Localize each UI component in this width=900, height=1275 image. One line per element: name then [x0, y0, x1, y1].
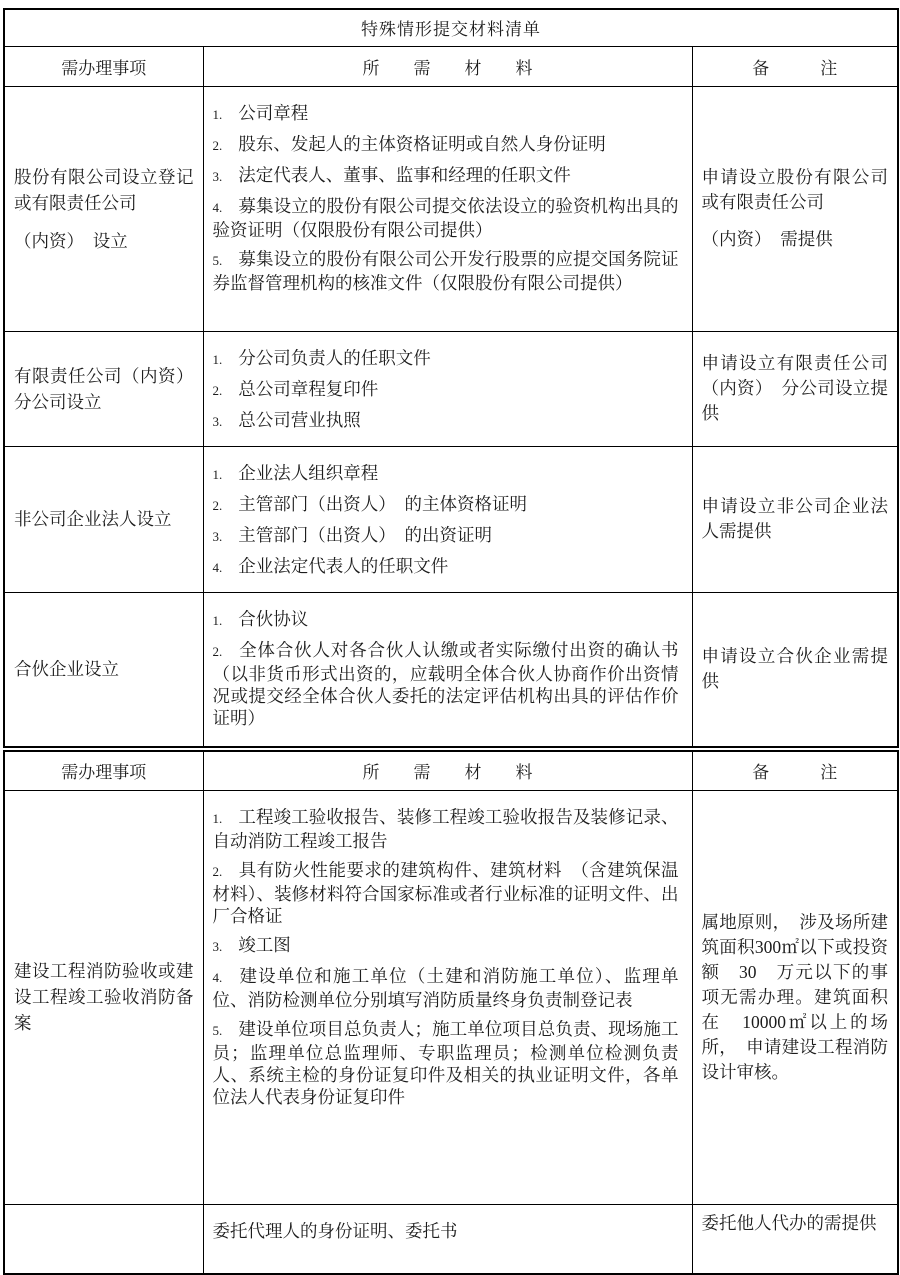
material-item	[213, 102, 679, 126]
column-header-remark: 备 注	[692, 46, 898, 86]
material-item	[213, 639, 679, 729]
material-text: 具有防火性能要求的建筑构件、建筑材料 （含建筑保温材料）、装修材料符合国家标准或者行业标准的证明文件、出厂合格证	[212, 859, 679, 926]
column-header-materials: 所 需 材 料	[203, 751, 692, 790]
remark-cell	[692, 790, 898, 1204]
text-line: 委托他人代办的需提供	[701, 1212, 877, 1233]
table-row	[4, 592, 898, 747]
material-text: 竣工图	[238, 934, 291, 955]
table-row	[4, 1204, 898, 1274]
material-item	[213, 493, 679, 517]
material-text: 建设单位和施工单位（土建和消防施工单位）、监理单位、消防检测单位分别填写消防质量终身负责制登记表	[212, 965, 679, 1010]
material-text: 募集设立的股份有限公司提交依法设立的验资机构出具的验资证明（仅限股份有限公司提供）	[212, 195, 679, 240]
column-header-item: 需办理事项	[4, 751, 203, 790]
text-line: 申请设立股份有限公司或有限责任公司	[701, 167, 889, 212]
material-text: 总公司章程复印件	[238, 378, 379, 399]
material-number: 4.	[212, 559, 223, 575]
materials-cell	[203, 446, 692, 592]
material-number: 3.	[212, 168, 223, 184]
material-item	[213, 1220, 679, 1242]
materials-cell	[203, 790, 692, 1204]
material-text: 法定代表人、董事、监事和经理的任职文件	[238, 164, 571, 185]
text-line: 合伙企业设立	[14, 659, 119, 680]
material-item	[213, 524, 679, 548]
material-item	[213, 965, 679, 1011]
remark-cell	[692, 1204, 898, 1274]
material-text: 委托代理人的身份证明、委托书	[212, 1220, 458, 1241]
material-number: 3.	[212, 413, 223, 429]
text-line: 建设工程消防验收或建设工程竣工验收消防备案	[14, 961, 194, 1033]
text-line: 股份有限公司设立登记或有限责任公司	[14, 166, 194, 213]
material-number: 1.	[212, 612, 223, 628]
material-number: 1.	[212, 351, 223, 367]
material-number: 1.	[212, 106, 223, 122]
material-item	[213, 462, 679, 486]
material-number: 5.	[212, 1022, 223, 1038]
remark-cell	[692, 592, 898, 747]
material-number: 3.	[212, 938, 223, 954]
item-cell	[4, 331, 203, 446]
material-item	[213, 608, 679, 632]
material-number: 2.	[212, 137, 223, 153]
table-row	[4, 790, 898, 1204]
text-line: 有限责任公司（内资）分公司设立	[14, 365, 194, 412]
item-cell	[4, 1204, 203, 1274]
materials-checklist-document	[3, 8, 897, 1275]
header-row	[4, 46, 898, 86]
material-text: 企业法人组织章程	[238, 462, 379, 483]
material-text: 总公司营业执照	[238, 409, 361, 430]
material-number: 2.	[212, 643, 223, 659]
material-number: 5.	[212, 252, 223, 268]
material-text: 分公司负责人的任职文件	[238, 347, 431, 368]
material-item	[213, 934, 679, 958]
remark-cell	[692, 331, 898, 446]
material-number: 3.	[212, 528, 223, 544]
material-text: 企业法定代表人的任职文件	[238, 555, 449, 576]
item-cell	[4, 446, 203, 592]
material-item	[213, 248, 679, 294]
text-line: 非公司企业法人设立	[14, 509, 172, 529]
material-text: 工程竣工验收报告、装修工程竣工验收报告及装修记录、自动消防工程竣工报告	[212, 806, 679, 851]
material-text: 股东、发起人的主体资格证明或自然人身份证明	[238, 133, 606, 154]
material-number: 1.	[212, 466, 223, 482]
material-item	[213, 409, 679, 433]
table-row	[4, 86, 898, 331]
materials-cell	[203, 331, 692, 446]
item-cell	[4, 86, 203, 331]
material-item	[213, 1018, 679, 1108]
column-header-remark: 备 注	[692, 751, 898, 790]
title-row	[4, 9, 898, 46]
item-cell	[4, 790, 203, 1204]
material-text: 全体合伙人对各合伙人认缴或者实际缴付出资的确认书（以非货币形式出资的，应载明全体合伙人协商作价出资情况或提交经全体合伙人委托的法定评估机构出具的评估作价证明）	[212, 639, 679, 728]
column-header-item: 需办理事项	[4, 46, 203, 86]
material-item	[213, 347, 679, 371]
remark-cell	[692, 446, 898, 592]
material-item	[213, 195, 679, 241]
material-number: 4.	[212, 199, 223, 215]
header-row	[4, 751, 898, 790]
materials-cell	[203, 1204, 692, 1274]
material-text: 公司章程	[238, 102, 309, 123]
text-line: 申请设立非公司企业法人需提供	[701, 496, 889, 541]
table-row	[4, 446, 898, 592]
material-item	[213, 164, 679, 188]
materials-cell	[203, 592, 692, 747]
material-text: 合伙协议	[238, 608, 309, 629]
materials-cell	[203, 86, 692, 331]
text-line: （内资） 需提供	[701, 229, 833, 249]
material-text: 建设单位项目总负责人；施工单位项目总负责、现场施工员；监理单位总监理师、专职监理员；检测单位检测负责人、系统主检的身份证复印件及相关的执业证明文件，各单位法人代表身份证复印件	[212, 1018, 679, 1107]
material-item	[213, 859, 679, 927]
material-number: 1.	[212, 810, 223, 826]
section-table	[3, 750, 899, 1275]
material-item	[213, 806, 679, 852]
remark-cell	[692, 86, 898, 331]
text-line: 属地原则， 涉及场所建筑面积300㎡以下或投资额 30 万元以下的事项无需办理。建筑面积在 10000㎡以上的场所， 申请建设工程消防设计审核。	[701, 911, 888, 1082]
column-header-materials: 所 需 材 料	[203, 46, 692, 86]
material-number: 2.	[212, 497, 223, 513]
material-item	[213, 378, 679, 402]
material-text: 主管部门（出资人） 的主体资格证明	[238, 493, 527, 514]
text-line: 申请设立合伙企业需提供	[701, 646, 889, 692]
table-row	[4, 331, 898, 446]
material-number: 2.	[212, 382, 223, 398]
item-cell	[4, 592, 203, 747]
material-item	[213, 555, 679, 579]
text-line: （内资） 设立	[14, 230, 128, 251]
material-item	[213, 133, 679, 157]
page-title: 特殊情形提交材料清单	[4, 9, 898, 46]
section-table	[3, 8, 899, 748]
material-text: 主管部门（出资人） 的出资证明	[238, 524, 492, 545]
material-number: 2.	[212, 863, 223, 879]
text-line: 申请设立有限责任公司（内资） 分公司设立提供	[701, 353, 889, 423]
material-number: 4.	[212, 969, 223, 985]
material-text: 募集设立的股份有限公司公开发行股票的应提交国务院证券监督管理机构的核准文件（仅限股份有限公司提供）	[212, 248, 679, 293]
